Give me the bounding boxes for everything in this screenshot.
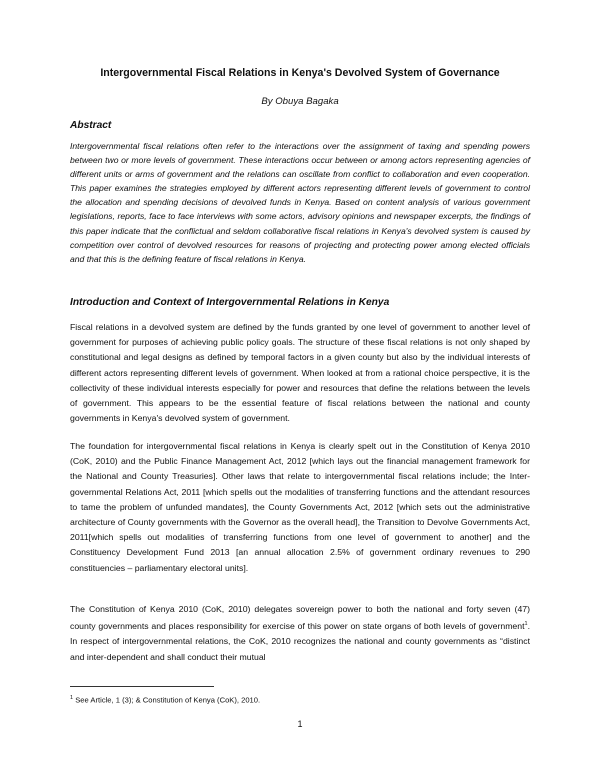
paper-title: Intergovernmental Fiscal Relations in Kenya's Devolved System of Governance	[100, 67, 500, 79]
body-paragraph-1: Fiscal relations in a devolved system are defined by the funds granted by one level of government to another level of government for purposes of achieving public policy goals. The structure of these fiscal relations is not only shaped by constitutional and legal designs as defined by temporal factors in a given county but also by the individual interests of different actors representing different levels of government. When looked at from a rational choice perspective, it is the collectivity of these individual interests especially for power and resources that define the relations between the levels of government. This appears to be the essential feature of fiscal relations between the national and county governments in Kenya's devolved system of government.	[70, 322, 530, 424]
paragraph-3-text-start: The Constitution of Kenya 2010 (CoK, 2010) delegates sovereign power to both the national and forty seven (47) county governments and places responsibility for exercise of this power on state organs of both levels of government	[70, 604, 530, 632]
footnote-divider	[70, 686, 214, 687]
abstract-text: Intergovernmental fiscal relations often refer to the interactions over the assignment of taxing and spending powers between two or more levels of government. These interactions occur between or among actors representing agencies of different units or arms of government and the relations can oscillate from conflict to collaboration and even cooperation. This paper examines the strategies employed by different actors representing different levels of government to control the allocation and spending decisions of devolved funds in Kenya. Based on content analysis of various government legislations, reports, face to face interviews with some actors, advisory opinions and newspaper excerpts, the findings of this paper indicate that the conflictual and seldom collaborative fiscal relations in Kenya's devolved system is caused by competition over control of devolved resources for reasons of projecting and protecting power among elected officials and that this is the defining feature of fiscal relations in Kenya.	[70, 141, 530, 264]
footnote-reference[interactable]: 1	[524, 621, 528, 628]
page-number: 1	[297, 719, 303, 729]
abstract-heading: Abstract	[70, 120, 112, 131]
body-paragraph-2: The foundation for intergovernmental fiscal relations in Kenya is clearly spelt out in the Constitution of Kenya 2010 (CoK, 2010) and the Public Finance Management Act, 2012 [which lays out the financial management framework for the National and County Treasuries]. Other laws that relate to intergovernmental fiscal relations include; the Inter-governmental Relations Act, 2011 [which spells out the modalities of transferring functions and the attendant resources to tame the problem of unfunded mandates], the County Governments Act, 2012 [which sets out the administrative architecture of County governments with the Governor as the overall head], the Transition to Devolve Governments Act, 2011[which spells out modalities of transferring functions from one level of government to another] and the Constituency Development Fund 2013 [an annual allocation 2.5% of government ordinary revenues to 290 constituencies – parliamentary electoral units].	[70, 441, 530, 573]
introduction-heading: Introduction and Context of Intergovernmental Relations in Kenya	[70, 297, 390, 308]
footnote	[70, 693, 260, 706]
author-byline: By Obuya Bagaka	[261, 96, 339, 107]
body-paragraph-3	[70, 602, 530, 665]
paragraph-3-text-end: . In respect of intergovernmental relations, the CoK, 2010 recognizes the national and county governments as “distinct and inter-dependent and shall conduct their mutual	[70, 621, 530, 662]
footnote-text: See Article, 1 (3); & Constitution of Kenya (CoK), 2010.	[73, 695, 261, 705]
footnote-marker: 1	[70, 695, 74, 701]
